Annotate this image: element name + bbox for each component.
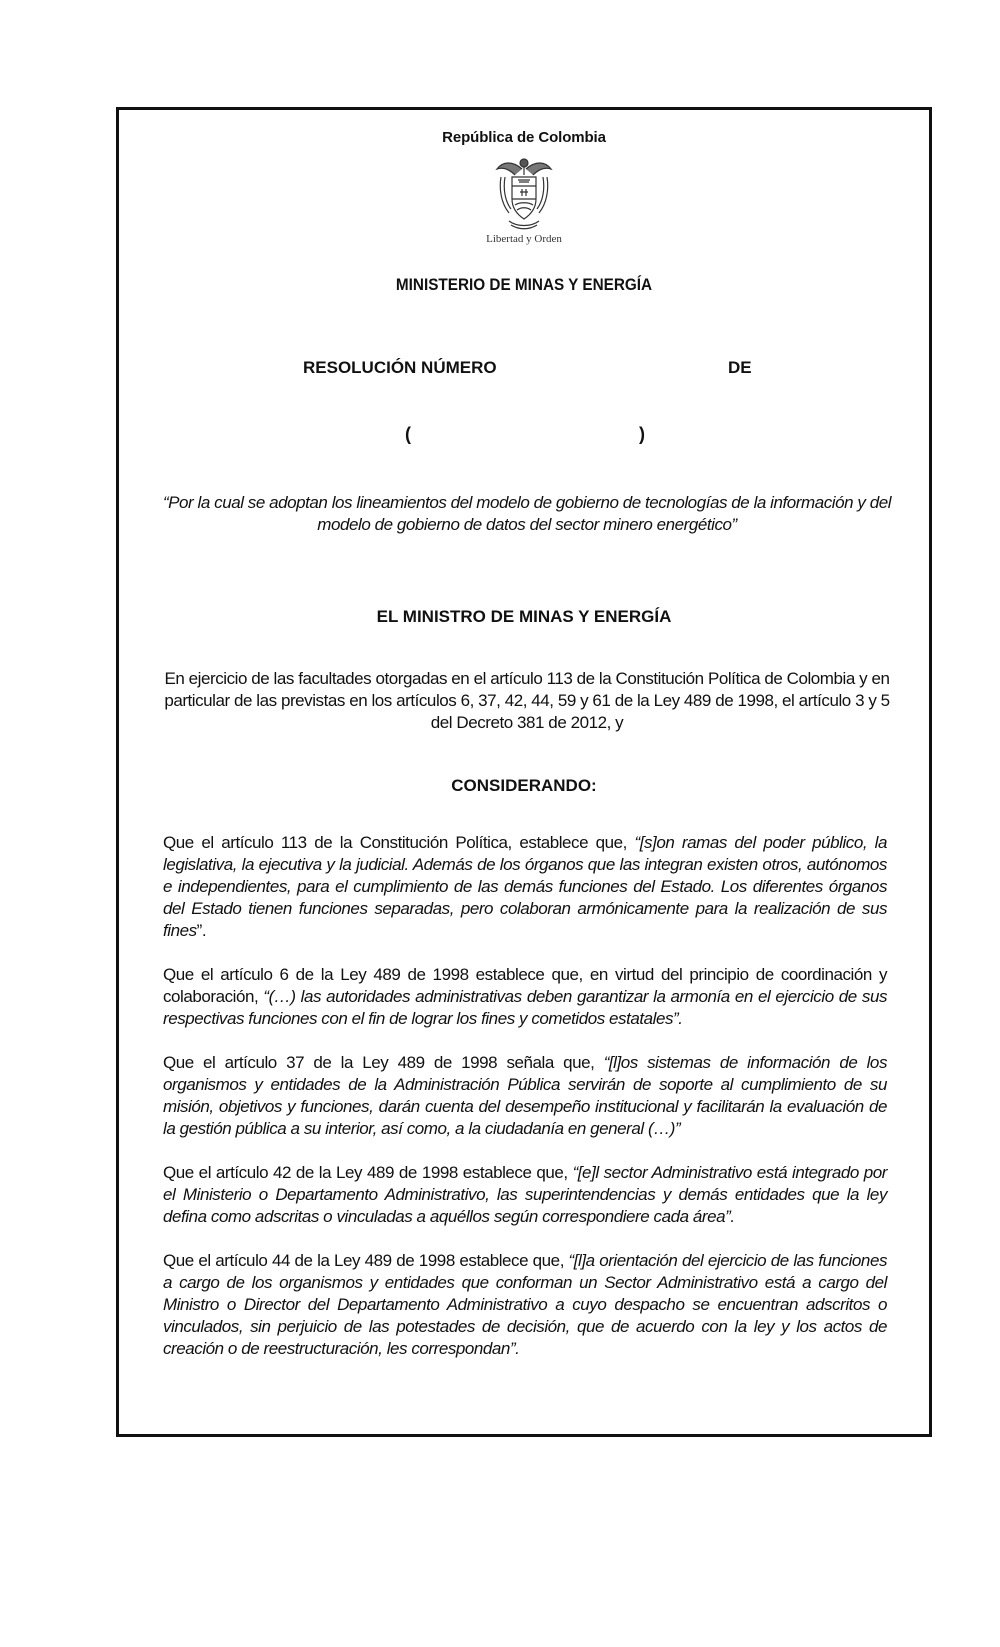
paragraph-quote: “[l]os sistemas de información de los organismos y entidades de la Administración Pública servirán de soporte al cumplimiento de su misión, objetivos y funciones, darán cuenta del desempeño institucional y facilitarán la evaluación de la gestión pública a su interior, así como, a la ciudadanía en general (…)” bbox=[163, 1053, 887, 1138]
ministry-heading: MINISTERIO DE MINAS Y ENERGÍA bbox=[395, 275, 653, 294]
resolution-title: “Por la cual se adoptan los lineamientos del modelo de gobierno de tecnologías de la información y del modelo de gobierno de datos del sector minero energético” bbox=[162, 493, 892, 534]
considerando-paragraph bbox=[163, 1162, 887, 1228]
paragraph-quote: “(…) las autoridades administrativas deben garantizar la armonía en el ejercicio de sus respectivas funciones con el fin de lograr los fines y cometidos estatales”. bbox=[163, 987, 887, 1028]
paragraph-lead: Que el artículo 113 de la Constitución Política, establece que, bbox=[163, 833, 635, 852]
faculties-paragraph: En ejercicio de las facultades otorgadas en el artículo 113 de la Constitución Política de Colombia y en particular de las previstas en los artículos 6, 37, 42, 44, 59 y 61 de la Ley 489 de 1998, el artículo 3 y 5 del Decreto 381 de 2012, y bbox=[164, 669, 890, 732]
date-paren-close: ) bbox=[639, 424, 645, 444]
coat-of-arms-icon bbox=[493, 155, 555, 231]
considerando-paragraph bbox=[163, 1052, 887, 1140]
paragraph-quote: “[e]l sector Administrativo está integrado por el Ministerio o Departamento Administrativo, las superintendencias y demás entidades que la ley defina como adscritas o vinculadas a aquéllos según correspondiere cada área”. bbox=[163, 1163, 888, 1226]
considerando-heading: CONSIDERANDO: bbox=[451, 776, 597, 795]
paragraph-quote: “[s]on ramas del poder público, la legislativa, la ejecutiva y la judicial. Además de los órganos que las integran existen otros, autónomos e independientes, para el cumplimiento de las demás funciones del Estado. Los diferentes órganos del Estado tienen funciones separadas, pero colaboran armónicamente para la realización de sus fines bbox=[163, 833, 887, 940]
paragraph-quote: “[l]a orientación del ejercicio de las funciones a cargo de los organismos y entidades que conforman un Sector Administrativo está a cargo del Ministro o Director del Departamento Administrativo a cuyo despacho se encuentran adscritos o vinculados, sin perjuicio de las potestades de decisión, que de acuerdo con la ley y los actos de creación o de reestructuración, les correspondan”. bbox=[163, 1251, 887, 1358]
considerando-paragraph bbox=[163, 964, 887, 1030]
considerando-paragraph bbox=[163, 832, 887, 942]
date-paren-open: ( bbox=[405, 424, 411, 444]
resolution-number-label: RESOLUCIÓN NÚMERO bbox=[303, 358, 497, 377]
national-motto: Libertad y Orden bbox=[486, 233, 562, 245]
considerando-paragraph bbox=[163, 1250, 887, 1360]
republic-heading: República de Colombia bbox=[442, 129, 606, 146]
paragraph-lead: Que el artículo 44 de la Ley 489 de 1998 establece que, bbox=[163, 1251, 569, 1270]
paragraph-tail: ”. bbox=[196, 921, 207, 940]
paragraph-lead: Que el artículo 37 de la Ley 489 de 1998 señala que, bbox=[163, 1053, 604, 1072]
paragraph-lead: Que el artículo 6 de la Ley 489 de 1998 establece que, en virtud del principio de coordinación y colaboración, bbox=[163, 965, 887, 1006]
minister-heading: EL MINISTRO DE MINAS Y ENERGÍA bbox=[376, 607, 672, 626]
considerando-body bbox=[163, 832, 887, 1382]
document-frame bbox=[116, 107, 932, 1437]
resolution-date-label: DE bbox=[728, 358, 752, 377]
paragraph-lead: Que el artículo 42 de la Ley 489 de 1998 establece que, bbox=[163, 1163, 573, 1182]
